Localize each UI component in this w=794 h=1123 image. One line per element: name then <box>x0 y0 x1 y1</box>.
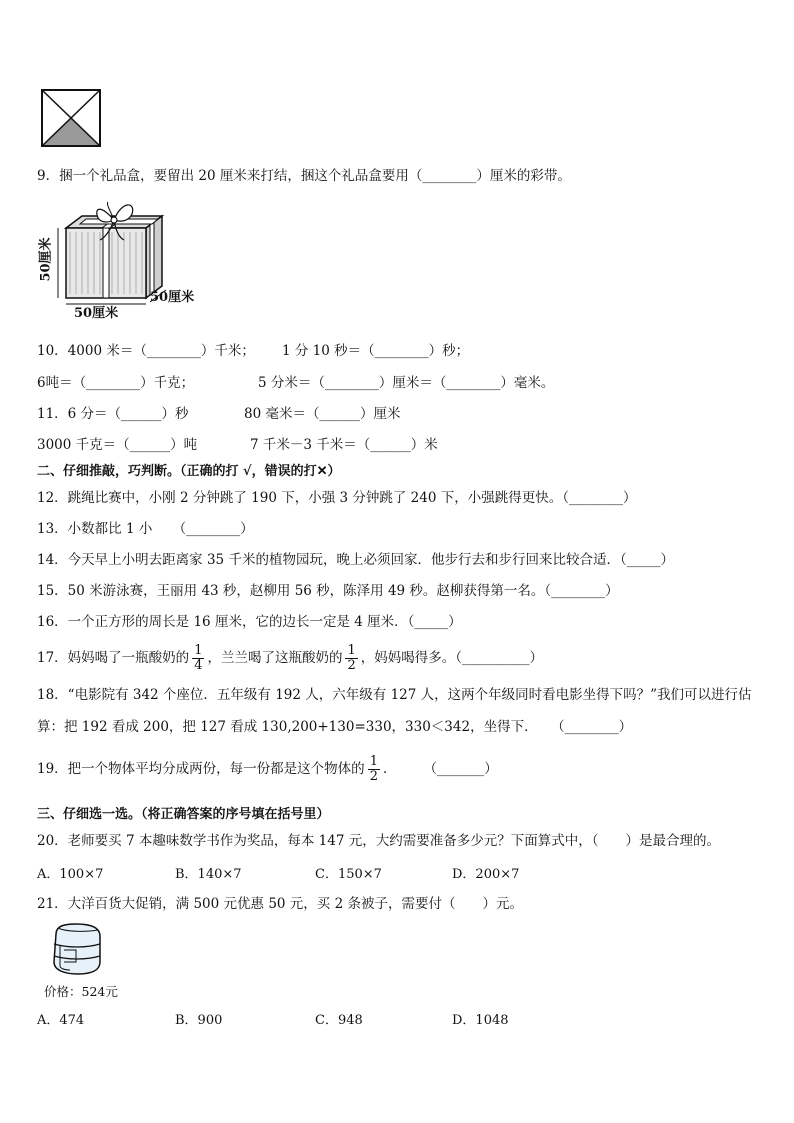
question-10b: 1 分 10 秒＝（________）秒； <box>282 343 470 359</box>
question-11c: 3000 千克＝（______）吨 <box>37 437 198 453</box>
question-10d: 5 分米＝（________）厘米＝（________）毫米。 <box>258 375 555 391</box>
q20-option-d: D．200×7 <box>452 867 520 882</box>
q19-text-2: ． （_______） <box>382 761 498 777</box>
section-3-heading: 三、仔细选一选。（将正确答案的序号填在括号里） <box>37 807 330 822</box>
quilt-price-label: 价格：524元 <box>44 984 118 999</box>
q17-text-2: ，兰兰喝了这瓶酸奶的 <box>207 650 343 666</box>
section-2-heading: 二、仔细推敲，巧判断。（正确的打 √，错误的打✕） <box>37 464 341 479</box>
question-15: 15．50 米游泳赛，王丽用 43 秒，赵柳用 56 秒，陈泽用 49 秒。赵柳获得第一名。（________） <box>37 583 619 599</box>
q21-option-c: C．948 <box>315 1013 363 1028</box>
divided-square-figure <box>40 88 102 148</box>
question-17 <box>37 643 543 673</box>
question-21: 21．大洋百货大促销，满 500 元优惠 50 元，买 2 条被子，需要付（ ）元。 <box>37 896 523 912</box>
question-11a: 11．6 分＝（______）秒 <box>37 406 189 422</box>
q20-option-a: A．100×7 <box>37 867 104 882</box>
q20-option-b: B．140×7 <box>175 867 242 882</box>
question-13: 13．小数都比 1 小 （________） <box>37 521 254 537</box>
question-11b: 80 毫米＝（______）厘米 <box>244 406 401 422</box>
q21-option-d: D．1048 <box>452 1013 509 1028</box>
question-10c: 6吨＝（________）千克； <box>37 375 195 391</box>
fraction-one-half: $\frac{1}{2}$ <box>369 754 378 784</box>
q17-text-1: 17．妈妈喝了一瓶酸奶的 <box>37 650 190 666</box>
fraction-one-quarter: $\frac{1}{4}$ <box>194 643 203 673</box>
gift-box-figure <box>40 198 205 320</box>
question-10a: 10．4000 米＝（________）千米； <box>37 343 255 359</box>
question-20: 20．老师要买 7 本趣味数学书作为奖品，每本 147 元，大约需要准备多少元？下面算式中，（ ）是最合理的。 <box>37 833 720 849</box>
box-label-width: 50厘米 <box>74 306 119 321</box>
question-18-line-2: 算：把 192 看成 200，把 127 看成 130,200+130=330，330＜342，坐得下． （________） <box>37 719 633 735</box>
question-18-line-1: 18．“电影院有 342 个座位．五年级有 192 人，六年级有 127 人，这两个年级同时看电影坐得下吗？”我们可以进行估 <box>37 687 752 703</box>
question-14: 14．今天早上小明去距离家 35 千米的植物园玩，晚上必须回家．他步行去和步行回来比较合适．（_____） <box>37 552 674 568</box>
q21-option-a: A．474 <box>37 1013 85 1028</box>
question-12: 12．跳绳比赛中，小刚 2 分钟跳了 190 下，小强 3 分钟跳了 240 下，小强跳得更快。（________） <box>37 490 637 506</box>
question-16: 16．一个正方形的周长是 16 厘米，它的边长一定是 4 厘米．（_____） <box>37 614 462 630</box>
q19-text-1: 19．把一个物体平均分成两份，每一份都是这个物体的 <box>37 761 365 777</box>
question-19 <box>37 752 498 786</box>
quilt-figure <box>46 922 106 978</box>
box-label-height: 50厘米 <box>38 237 54 282</box>
question-9: 9．捆一个礼品盒，要留出 20 厘米来打结，捆这个礼品盒要用（________）厘米的彩带。 <box>37 168 571 184</box>
fraction-one-half: $\frac{1}{2}$ <box>347 643 356 673</box>
box-label-depth: 50厘米 <box>150 290 195 305</box>
q20-option-c: C．150×7 <box>315 867 382 882</box>
question-11d: 7 千米－3 千米＝（______）米 <box>250 437 438 453</box>
q17-text-3: ，妈妈喝得多。（__________） <box>360 650 543 666</box>
q21-option-b: B．900 <box>175 1013 223 1028</box>
